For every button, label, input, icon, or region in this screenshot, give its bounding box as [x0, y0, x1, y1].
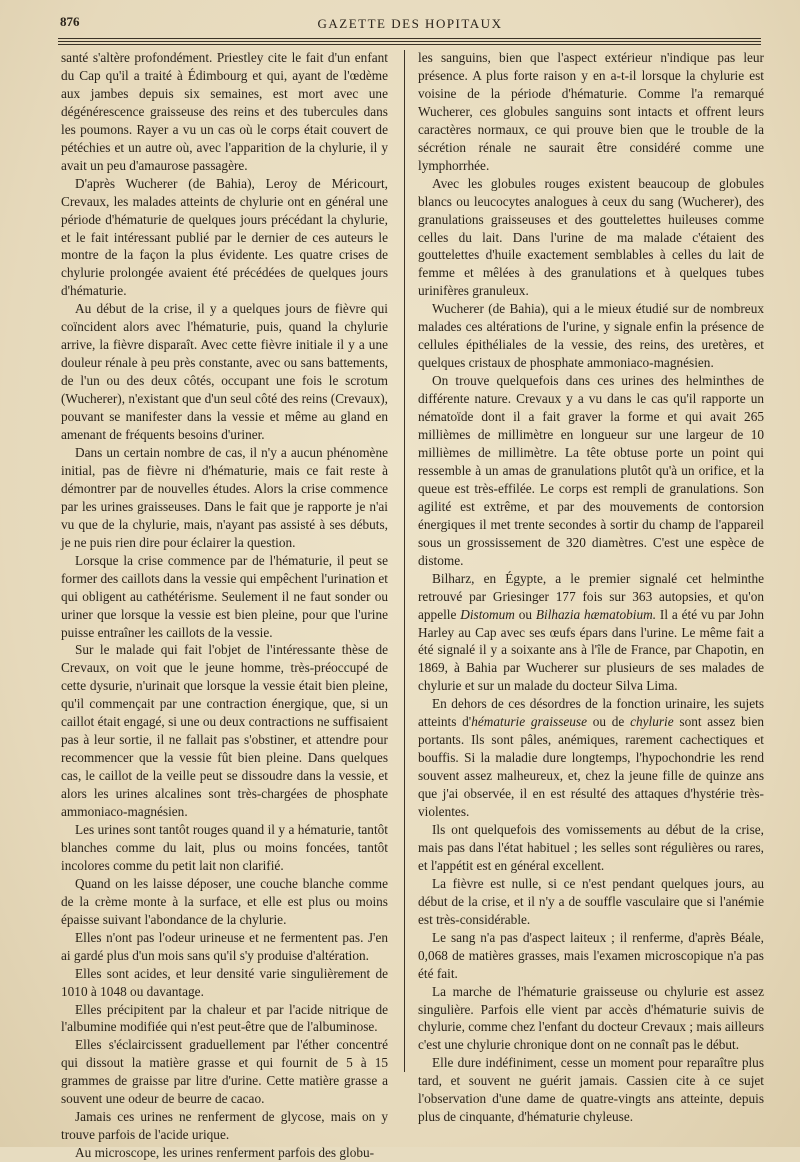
paragraph: Les urines sont tantôt rouges quand il y a hématurie, tantôt blanches comme du lait, plus ou moins foncées, tantôt incolores comme du petit lait non clarifié. [61, 821, 388, 873]
right-column [418, 49, 764, 1125]
header-rule-bottom [58, 44, 761, 45]
paragraph: Sur le malade qui fait l'objet de l'intéressante thèse de Crevaux, on voit que le jeune homme, très-préoccupé de cette dysurie, n'urinait que lorsque la vessie était bien pleine, qu'il commençait par une contraction énergique, que, si un caillot était engagé, si une ou deux contractions ne suffisaient pas à leur sortie, il ne fallait pas s'obstiner, et attendre pour recommencer que la vessie fût bien pleine. Dans quelques cas, le caillot de la veille peut se dissoudre dans la vessie, et alors les urines alcalines sont très-chargées de phosphate ammoniaco-magnésien. [61, 642, 388, 820]
paragraph: Wucherer (de Bahia), qui a le mieux étudié sur de nombreux malades ces altérations de l'urine, y signale enfin la présence de cellules épithéliales de la vessie, des reins, des uretères, et quelques cristaux de phosphate ammoniaco-magnésien. [418, 301, 764, 371]
paragraph: La fièvre est nulle, si ce n'est pendant quelques jours, au début de la crise, et il n'y a de souffle vasculaire que si l'anémie est très-considérable. [418, 875, 764, 927]
paragraph: santé s'altère profondément. Priestley cite le fait d'un enfant du Cap qu'il a traité à Édimbourg et qui, ayant de l'œdème aux jambes depuis six semaines, est mort avec une dégénérescence graisseuse des reins et des tubercules dans les poumons. Rayer a vu un cas où le corps était couvert de pétéchies et un autre où, avec l'apparition de la chylurie, il y avait un peu d'amaurose passagère. [61, 50, 388, 173]
text-run: Il a été vu par John Harley au Cap avec ses œufs épars dans l'urine. Le même fait a été signalé il y a soixante ans à l'île de France, par Chapotin, en 1869, à Bahia par Wucherer sur plusieurs de ses malades de chylurie et sur un malade du docteur Silva Lima. [418, 606, 764, 694]
paragraph [418, 695, 764, 821]
page-number: 876 [60, 14, 80, 29]
paragraph: Jamais ces urines ne renferment de glycose, mais on y trouve parfois de l'acide urique. [61, 1109, 388, 1143]
text-run: ou de [587, 714, 631, 730]
paragraph: Au microscope, les urines renferment parfois des globu- [75, 1145, 375, 1161]
paragraph: Elle dure indéfiniment, cesse un moment pour reparaître plus tard, et souvent ne guérit jamais. Cassien cite à ce sujet l'observation d'une dame de quatre-vingts ans atteinte, depuis plus de cinquante, d'hématurie chyleuse. [418, 1055, 764, 1125]
paragraph: Elles sont acides, et leur densité varie singulièrement de 1010 à 1048 ou davantage. [61, 965, 388, 999]
column-divider [404, 50, 405, 1072]
text-run: ou [514, 606, 536, 622]
paragraph: Au début de la crise, il y a quelques jours de fièvre qui coïncident alors avec l'hématurie, puis, quand la chylurie arrive, la fièvre disparaît. Avec cette fièvre initiale il y a une douleur rénale à peu près constante, avec ou sans battements, de l'un ou des deux côtés, occupant une fois le scrotum (Wucherer), n'existant que d'un seul côté des reins (Crevaux), pouvant se manifester dans la vessie et même au gland en amenant de fréquents besoins d'uriner. [61, 301, 388, 443]
paragraph: D'après Wucherer (de Bahia), Leroy de Méricourt, Crevaux, les malades atteints de chylurie ont en général une période d'hématurie de quelques jours précédant la chylurie, et le fait intéressant publié par le dernier de ces auteurs le montre de la façon la plus évidente. Les quatre crises de chylurie prolongée avaient été précédées de quelques jours d'hématurie. [61, 175, 388, 299]
journal-title: GAZETTE DES HOPITAUX [317, 16, 503, 31]
paragraph: les sanguins, bien que l'aspect extérieur n'indique pas leur présence. A plus forte raison y en a-t-il lorsque la chylurie est voisine de la période d'hématurie. Comme l'a remarqué Wucherer, ces globules sanguins sont intacts et offrent leurs caractères normaux, ce qui prouve bien que le trouble de la sécrétion rénale ne saurait être considéré comme une lymphorrhée. [418, 50, 764, 173]
species-name: Distomum [460, 606, 515, 622]
text-run: En dehors de ces désordres de la fonction urinaire, les sujets atteints d' [418, 696, 764, 730]
paragraph: On trouve quelquefois dans ces urines des helminthes de différente nature. Crevaux y a vu dans le cas qu'il rapporte un nématoïde dont il a fait graver la forme et qui avait 265 millièmes de millimètre en longueur sur une largeur de 10 millièmes de millimètre. La tête obtuse porte un point qui ressemble à un amas de granulations plutôt qu'à un orifice, et la queue est très-effilée. Le corps est rempli de granulations. Son agilité est extrême, et par des mouvements de contorsion énergiques il met trente secondes à sortir du champ de l'appareil sous un grossissement de 320 diamètres. C'est une espèce de distome. [418, 373, 764, 568]
paragraph: Ils ont quelquefois des vomissements au début de la crise, mais pas dans l'état habituel ; les selles sont régulières ou rares, et l'appétit est en général excellent. [418, 821, 764, 873]
text-run: Bilharz, en Égypte, a le premier signalé cet helminthe retrouvé par Griesinger 177 fois sur 363 autopsies, et qu'on appelle [418, 570, 764, 622]
paragraph [418, 570, 764, 696]
species-name: Bilhazia hæmatobium. [535, 606, 657, 622]
paragraph: La marche de l'hématurie graisseuse ou chylurie est assez singulière. Parfois elle vient par accès d'hématurie suivis de chylurie, comme chez l'enfant du docteur Crevaux ; mais ailleurs c'est une chylurie chronique dont on ne connaît pas le début. [418, 983, 764, 1053]
paragraph: Elles s'éclaircissent graduellement par l'éther concentré qui dissout la matière grasse et qui fournit de 5 à 15 grammes de graisse par litre d'urine. Cette matière grasse a souvent une odeur de beurre de cacao. [61, 1037, 388, 1107]
header-rule-middle [58, 41, 761, 42]
paragraph: Quand on les laisse déposer, une couche blanche comme de la crème monte à la surface, et elle est plus ou moins épaisse suivant l'abondance de la chylurie. [61, 875, 388, 927]
disease-term: hématurie graisseuse [471, 714, 587, 730]
paragraph: Avec les globules rouges existent beaucoup de globules blancs ou leucocytes analogues à ceux du sang (Wucherer), des granulations graisseuses et des gouttelettes huileuses comme celles du lait. Dans l'urine de ma malade c'étaient des gouttelettes d'huile exactement semblables à celles du lait de femme et mêlées à des granulations et à quelques tubes urinifères granuleux. [418, 175, 764, 299]
header-rule-top [58, 38, 761, 39]
page-header [60, 10, 760, 34]
paragraph: Lorsque la crise commence par de l'hématurie, il peut se former des caillots dans la vessie qui empêchent l'urination et qui obligent au cathétérisme. Seulement il ne faut sonder ou uriner que lorsque la vessie est bien pleine, pour que l'urine puisse entraîner les caillots de la vessie. [61, 552, 388, 640]
text-run: sont assez bien portants. Ils sont pâles, anémiques, rarement cachectiques et bouffis. Si la maladie dure longtemps, l'hypochondrie les rend souvent assez malheureux, et, chez la jeune fille de quinze ans que j'ai observée, il en est résulté des attaques d'hystérie très-violentes. [418, 714, 764, 820]
left-column [61, 49, 388, 1161]
paragraph: Elles n'ont pas l'odeur urineuse et ne fermentent pas. J'en ai gardé plus d'un mois sans qu'il s'y produise d'altération. [61, 929, 388, 963]
paragraph: Le sang n'a pas d'aspect laiteux ; il renferme, d'après Béale, 0,068 de matières grasses, mais l'examen microscopique n'a pas été fait. [418, 929, 764, 981]
paragraph: Dans un certain nombre de cas, il n'y a aucun phénomène initial, pas de fièvre ni d'hématurie, mais ce fait reste à démontrer par de nouvelles études. Alors la crise commence par les urines graisseuses. Dans le fait que je rapporte je n'ai vu que de la chylurie, mais, n'ayant pas assisté à ses débuts, je ne puis rien dire pour éclairer la question. [61, 444, 388, 550]
paragraph: Elles précipitent par la chaleur et par l'acide nitrique de l'albumine modifiée qui n'est peut-être que de l'albuminose. [61, 1001, 388, 1035]
disease-term: chylurie [630, 714, 674, 730]
